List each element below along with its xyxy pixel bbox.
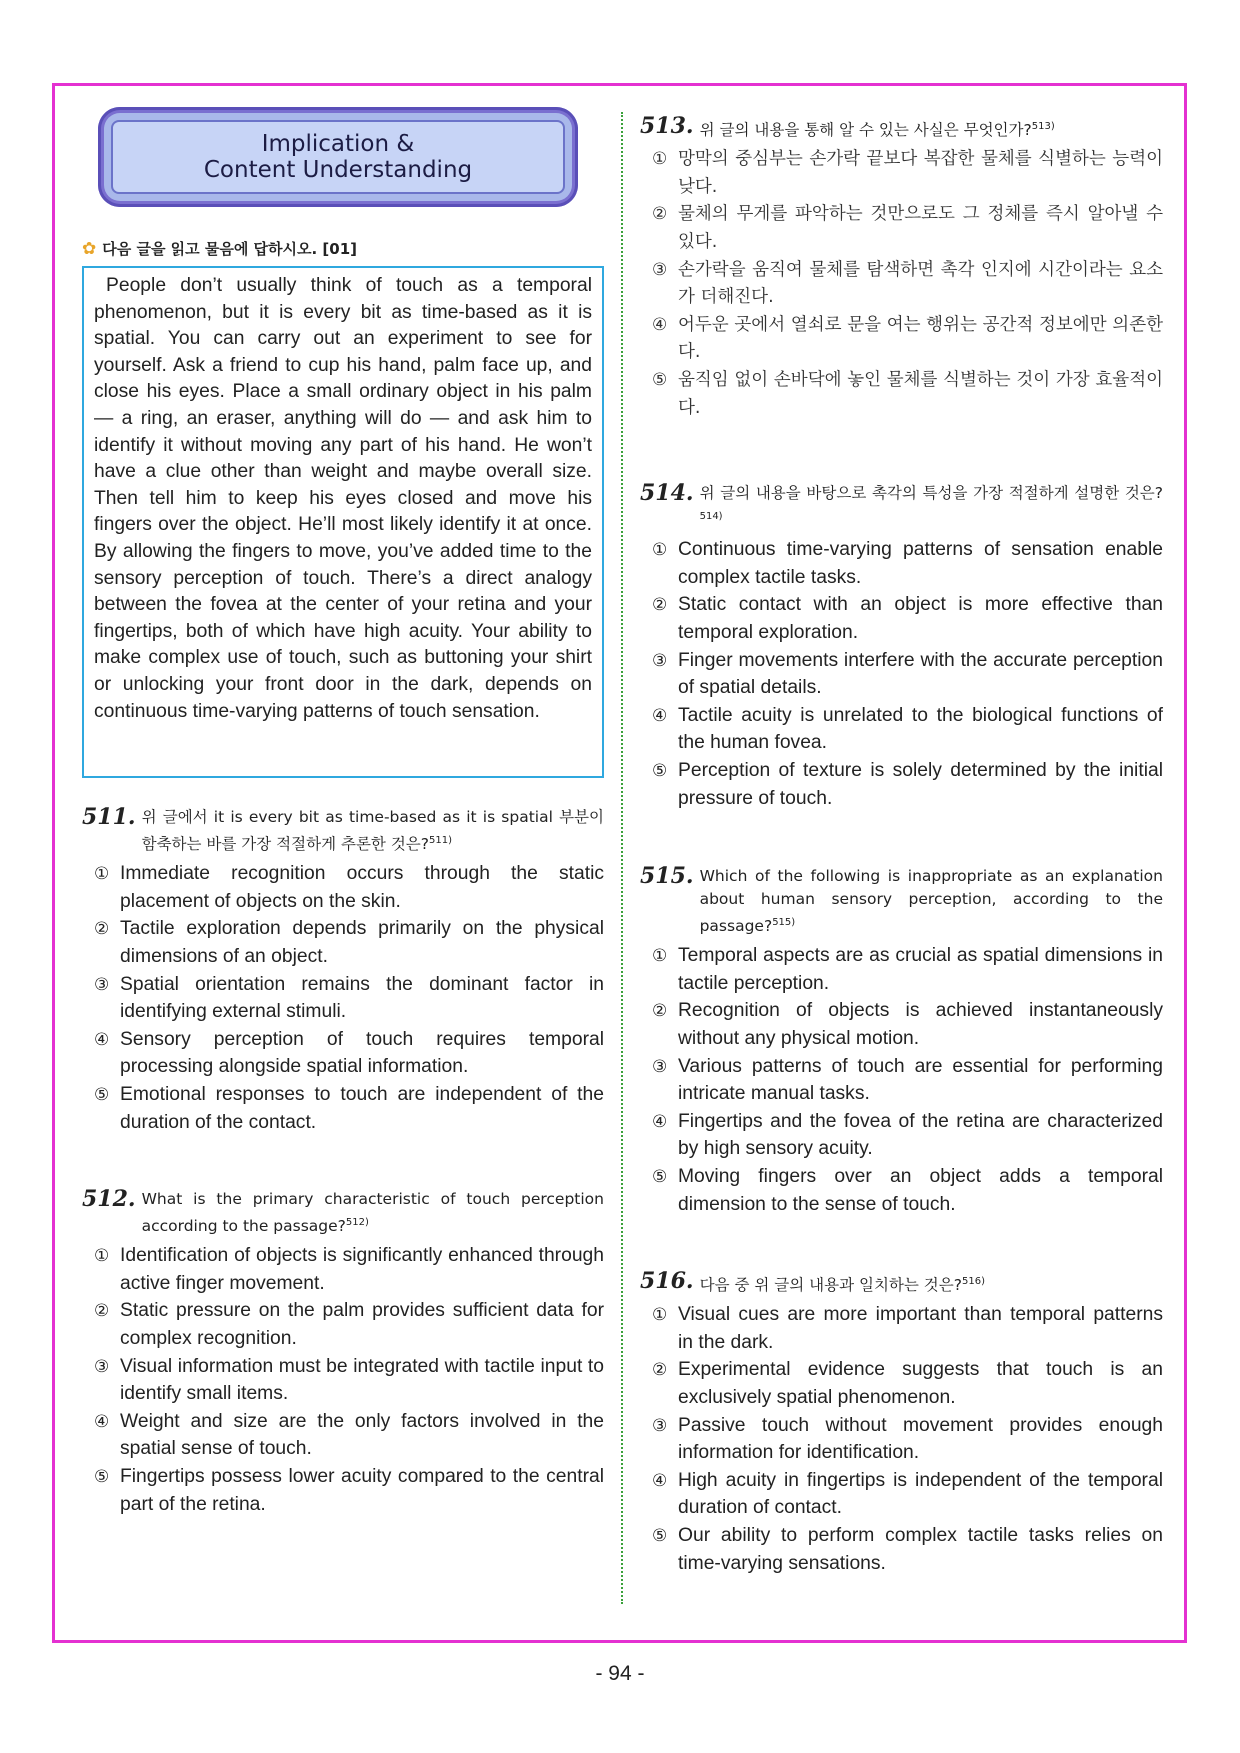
option-1[interactable] — [640, 536, 1163, 591]
option-5[interactable] — [640, 1163, 1163, 1218]
option-mark: ① — [94, 864, 110, 884]
option-text: Various patterns of touch are essential for performing intricate manual tasks. — [678, 1055, 1163, 1105]
option-mark: ③ — [94, 974, 110, 994]
option-mark: ② — [652, 595, 668, 615]
option-text: Passive touch without movement provides enough information for identification. — [678, 1414, 1163, 1464]
footnote-ref: 512) — [345, 1217, 369, 1228]
option-3[interactable] — [640, 1053, 1163, 1108]
option-2[interactable] — [82, 915, 604, 970]
section-title-line2: Content Understanding — [203, 157, 473, 183]
page-number: - 94 - — [595, 1662, 645, 1685]
option-1[interactable] — [640, 146, 1163, 201]
instruction — [82, 238, 357, 259]
option-list — [640, 536, 1163, 812]
question-text: 위 글의 내용을 통해 알 수 있는 사실은 무엇인가? — [699, 121, 1032, 140]
section-title-line1: Implication & — [261, 131, 415, 157]
option-5[interactable] — [640, 1522, 1163, 1577]
option-text: Tactile acuity is unrelated to the biological functions of the human fovea. — [678, 704, 1163, 754]
option-mark: ④ — [652, 1470, 668, 1490]
option-2[interactable] — [640, 201, 1163, 256]
option-5[interactable] — [640, 757, 1163, 812]
option-text: Experimental evidence suggests that touch is an exclusively spatial phenomenon. — [678, 1359, 1163, 1408]
option-list — [82, 860, 604, 1136]
option-mark: ③ — [652, 259, 668, 280]
option-2[interactable] — [640, 591, 1163, 646]
option-1[interactable] — [640, 942, 1163, 997]
option-text: Continuous time-varying patterns of sensation enable complex tactile tasks. — [678, 539, 1163, 588]
question-513 — [640, 115, 1163, 422]
option-text: 손가락을 움직여 물체를 탐색하면 촉각 인지에 시간이라는 요소가 더해진다. — [678, 259, 1163, 308]
option-4[interactable] — [640, 702, 1163, 757]
option-text: Our ability to perform complex tactile tasks relies on time-varying sensations. — [678, 1524, 1163, 1574]
question-515 — [640, 865, 1163, 1218]
option-4[interactable] — [82, 1026, 604, 1081]
option-list — [640, 942, 1163, 1218]
option-3[interactable] — [640, 647, 1163, 702]
option-mark: ② — [94, 919, 110, 939]
instruction-text: 다음 글을 읽고 물음에 답하시오. [01] — [102, 240, 358, 258]
option-text: Weight and size are the only factors involved in the spatial sense of touch. — [120, 1410, 604, 1460]
option-text: 어두운 곳에서 열쇠로 문을 여는 행위는 공간적 정보에만 의존한다. — [678, 314, 1163, 363]
question-number: 514. — [640, 480, 694, 506]
question-number: 513. — [640, 113, 694, 139]
option-3[interactable] — [82, 1353, 604, 1408]
option-mark: ⑤ — [94, 1084, 110, 1104]
option-4[interactable] — [640, 1108, 1163, 1163]
option-mark: ⑤ — [652, 369, 668, 390]
option-mark: ② — [652, 204, 668, 225]
option-5[interactable] — [82, 1081, 604, 1136]
option-mark: ③ — [94, 1356, 110, 1376]
question-number: 511. — [82, 804, 136, 830]
option-1[interactable] — [82, 1242, 604, 1297]
option-text: Tactile exploration depends primarily on the physical dimensions of an object. — [120, 918, 604, 967]
question-511 — [82, 806, 604, 1136]
option-1[interactable] — [82, 860, 604, 915]
option-text: Emotional responses to touch are independent of the duration of the contact. — [120, 1083, 604, 1133]
option-text: Finger movements interfere with the accurate perception of spatial details. — [678, 649, 1163, 699]
question-text: 위 글의 내용을 바탕으로 촉각의 특성을 가장 적절하게 설명한 것은? — [699, 484, 1163, 502]
option-mark: ① — [652, 1305, 668, 1325]
column-divider — [621, 112, 623, 1604]
question-text: What is the primary characteristic of touch perception according to the passage? — [141, 1190, 604, 1236]
option-3[interactable] — [640, 1412, 1163, 1467]
option-mark: ① — [652, 149, 668, 170]
option-mark: ⑤ — [652, 760, 668, 780]
option-text: Immediate recognition occurs through the static placement of objects on the skin. — [120, 863, 604, 912]
option-text: Static pressure on the palm provides sufficient data for complex recognition. — [120, 1300, 604, 1349]
option-2[interactable] — [82, 1297, 604, 1352]
section-title-badge — [98, 107, 578, 207]
option-text: Identification of objects is significantly enhanced through active finger movement. — [120, 1245, 604, 1294]
option-text: Fingertips and the fovea of the retina are characterized by high sensory acuity. — [678, 1110, 1163, 1160]
option-text: Sensory perception of touch requires temporal processing alongside spatial information. — [120, 1028, 604, 1078]
option-text: Visual cues are more important than temporal patterns in the dark. — [678, 1304, 1163, 1353]
question-514 — [640, 482, 1163, 812]
option-mark: ① — [652, 946, 668, 966]
option-text: 망막의 중심부는 손가락 끝보다 복잡한 물체를 식별하는 능력이 낮다. — [678, 149, 1163, 197]
option-list — [82, 1242, 604, 1518]
option-list — [640, 1301, 1163, 1577]
option-text: High acuity in fingertips is independent of the temporal duration of contact. — [678, 1469, 1163, 1519]
footnote-ref: 516) — [961, 1276, 985, 1287]
question-text: 다음 중 위 글의 내용과 일치하는 것은? — [699, 1276, 962, 1295]
option-5[interactable] — [82, 1463, 604, 1518]
option-text: Static contact with an object is more effective than temporal exploration. — [678, 594, 1163, 643]
question-text: 위 글에서 it is every bit as time-based as it is spatial 부분이 함축하는 바를 가장 적절하게 추론한 것은? — [141, 808, 604, 854]
question-number: 515. — [640, 863, 694, 889]
question-text: Which of the following is inappropriate as an explanation about human sensory perception, according to the passage? — [699, 867, 1163, 936]
option-4[interactable] — [82, 1408, 604, 1463]
option-mark: ⑤ — [652, 1166, 668, 1186]
option-list — [640, 146, 1163, 422]
option-text: Spatial orientation remains the dominant factor in identifying external stimuli. — [120, 973, 604, 1023]
question-number: 516. — [640, 1268, 694, 1294]
question-512 — [82, 1188, 604, 1518]
footnote-ref: 513) — [1031, 121, 1055, 132]
footnote-ref: 514) — [699, 511, 723, 522]
option-text: 물체의 무게를 파악하는 것만으로도 그 정체를 즉시 알아낼 수 있다. — [678, 204, 1163, 252]
option-4[interactable] — [640, 312, 1163, 367]
option-3[interactable] — [640, 257, 1163, 312]
option-text: Visual information must be integrated with tactile input to identify small items. — [120, 1355, 604, 1405]
option-text: Perception of texture is solely determined by the initial pressure of touch. — [678, 759, 1163, 809]
option-2[interactable] — [640, 997, 1163, 1052]
option-mark: ② — [652, 1360, 668, 1380]
option-mark: ① — [652, 540, 668, 560]
option-mark: ④ — [94, 1029, 110, 1049]
option-mark: ⑤ — [94, 1466, 110, 1486]
footnote-ref: 511) — [429, 835, 452, 846]
option-1[interactable] — [640, 1301, 1163, 1356]
question-516 — [640, 1270, 1163, 1577]
option-mark: ③ — [652, 1415, 668, 1435]
option-mark: ④ — [652, 1111, 668, 1131]
option-text: 움직임 없이 손바닥에 놓인 물체를 식별하는 것이 가장 효율적이다. — [678, 369, 1163, 418]
option-3[interactable] — [82, 971, 604, 1026]
option-mark: ③ — [652, 1056, 668, 1076]
option-5[interactable] — [640, 367, 1163, 422]
option-mark: ④ — [652, 705, 668, 725]
question-number: 512. — [82, 1186, 136, 1212]
option-text: Recognition of objects is achieved instantaneously without any physical motion. — [678, 1000, 1163, 1049]
option-mark: ① — [94, 1246, 110, 1266]
option-mark: ④ — [94, 1411, 110, 1431]
option-mark: ③ — [652, 650, 668, 670]
option-text: Temporal aspects are as crucial as spatial dimensions in tactile perception. — [678, 945, 1163, 994]
footnote-ref: 515) — [772, 917, 796, 928]
option-mark: ④ — [652, 314, 668, 335]
reading-passage: People don’t usually think of touch as a temporal phenomenon, but it is every bit as time-based as it is spatial. You can carry out an experiment to see for yourself. Ask a friend to cup his hand, palm face up, and close his eyes. Place a small ordinary object in his palm — a ring, an eraser, anything will do — and ask him to identify it without moving any part of his hand. He won’t have a clue other than weight and maybe overall size. Then tell him to keep his eyes closed and move his fingers over the object. He’ll most likely identify it at once. By allowing the fingers to move, you’ve added time to the sensory perception of touch. There’s a direct analogy between the fovea at the center of your retina and your fingertips, both of which have high acuity. Your ability to make complex use of touch, such as buttoning your shirt or unlocking your front door in the dark, depends on continuous time-varying patterns of touch sensation. — [82, 266, 604, 778]
option-text: Moving fingers over an object adds a temporal dimension to the sense of touch. — [678, 1165, 1163, 1215]
flower-icon: ✿ — [82, 238, 97, 259]
option-2[interactable] — [640, 1356, 1163, 1411]
option-4[interactable] — [640, 1467, 1163, 1522]
option-mark: ② — [652, 1001, 668, 1021]
option-mark: ② — [94, 1301, 110, 1321]
option-mark: ⑤ — [652, 1525, 668, 1545]
option-text: Fingertips possess lower acuity compared to the central part of the retina. — [120, 1465, 604, 1515]
